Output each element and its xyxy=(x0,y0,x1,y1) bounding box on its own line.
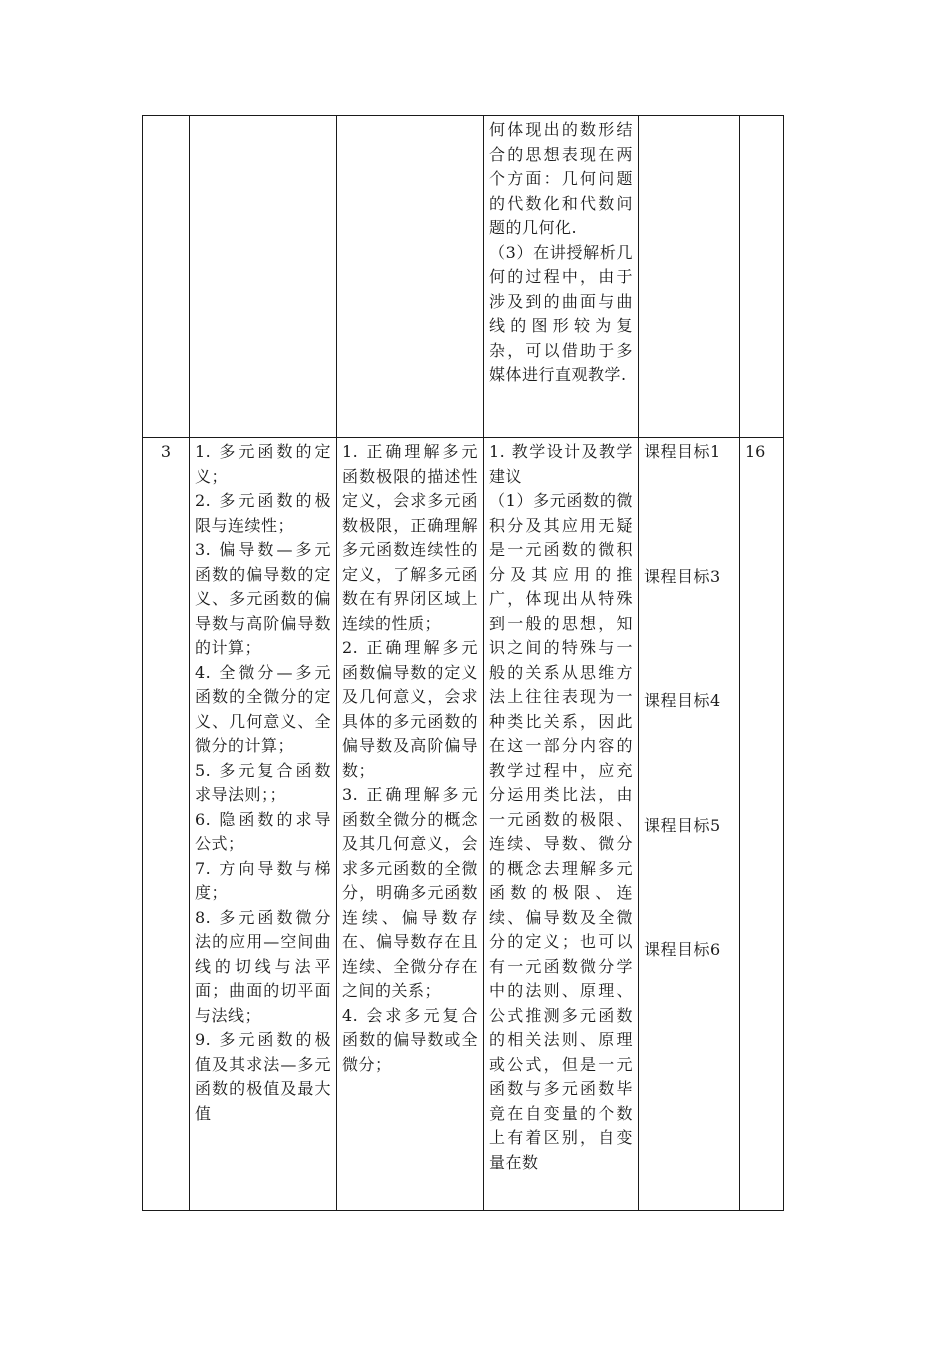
suggestion-paragraph: （1）多元函数的微积分及其应用无疑是一元函数的微积分及其应用的推广，体现出从特殊到一般的思想，知识之间的特殊与一般的关系从思维方法上往往表现为一种类比关系，因此在这一部分内容的教学过程中，应充分运用类比法，由一元函数的极限、连续、导数、微分的概念去理解多元函数的极限、连续、偏导数及全微分的定义；也可以有一元函数微分学中的法则、原理、公式推测多元函数的相关法则、原理或公式，但是一元函数与多元函数毕竟在自变量的个数上有着区别，自变量在数 xyxy=(489,491,633,1172)
cell-hours: 16 xyxy=(740,438,784,1211)
cell-content-empty xyxy=(190,116,337,438)
course-goal: 课程目标3 xyxy=(644,566,721,586)
table-row-3 xyxy=(143,438,784,1211)
syllabus-table xyxy=(142,115,784,1211)
suggestion-heading: 1. 教学设计及教学建议 xyxy=(489,442,633,486)
content-item: 1. 多元函数的定义； xyxy=(195,442,331,486)
cell-suggestions-continued xyxy=(484,116,639,438)
cell-goals-empty xyxy=(639,116,740,438)
cell-requirements xyxy=(337,438,484,1211)
cell-requirements-empty xyxy=(337,116,484,438)
requirement-item: 1. 正确理解多元函数极限的描述性定义，会求多元函数极限，正确理解多元函数连续性的定义，了解多元函数在有界闭区域上连续的性质； xyxy=(342,442,478,633)
content-item: 5. 多元复合函数求导法则；； xyxy=(195,760,331,804)
course-goal: 课程目标1 xyxy=(644,442,721,461)
paragraph: （3）在讲授解析几何的过程中，由于涉及到的曲面与曲线的图形较为复杂，可以借助于多媒体进行直观教学. xyxy=(489,242,633,384)
table-row-continued xyxy=(143,116,784,438)
course-goal: 课程目标6 xyxy=(644,940,721,959)
requirement-item: 4. 会求多元复合函数的偏导数或全微分； xyxy=(342,1005,478,1074)
cell-goals xyxy=(639,438,740,1211)
course-goal: 课程目标5 xyxy=(644,815,721,835)
course-goal: 课程目标4 xyxy=(644,691,721,710)
content-item: 4. 全微分—多元函数的全微分的定义、几何意义、全微分的计算； xyxy=(195,662,331,755)
requirement-item: 3. 正确理解多元函数全微分的概念及其几何意义，会求多元函数的全微分，明确多元函数连续、偏导数存在、偏导数存在且连续、全微分存在之间的关系； xyxy=(342,785,478,1000)
cell-hours-empty xyxy=(740,116,784,438)
content-item: 9. 多元函数的极值及其求法—多元函数的极值及最大值 xyxy=(195,1030,331,1123)
content-item: 7. 方向导数与梯度； xyxy=(195,858,331,902)
row-number: 3 xyxy=(143,438,190,1211)
cell-num-empty xyxy=(143,116,190,438)
cell-suggestions xyxy=(484,438,639,1211)
cell-content xyxy=(190,438,337,1211)
content-item: 3. 偏导数—多元函数的偏导数的定义、多元函数的偏导数与高阶偏导数的计算； xyxy=(195,540,331,657)
paragraph: 何体现出的数形结合的思想表现在两个方面：几何问题的代数化和代数问题的几何化. xyxy=(489,120,633,237)
requirement-item: 2. 正确理解多元函数偏导数的定义及几何意义，会求具体的多元函数的偏导数及高阶偏导数； xyxy=(342,638,478,780)
content-item: 6. 隐函数的求导公式； xyxy=(195,809,331,853)
content-item: 2. 多元函数的极限与连续性； xyxy=(195,491,331,535)
content-item: 8. 多元函数微分法的应用—空间曲线的切线与法平面；曲面的切平面与法线； xyxy=(195,907,331,1025)
